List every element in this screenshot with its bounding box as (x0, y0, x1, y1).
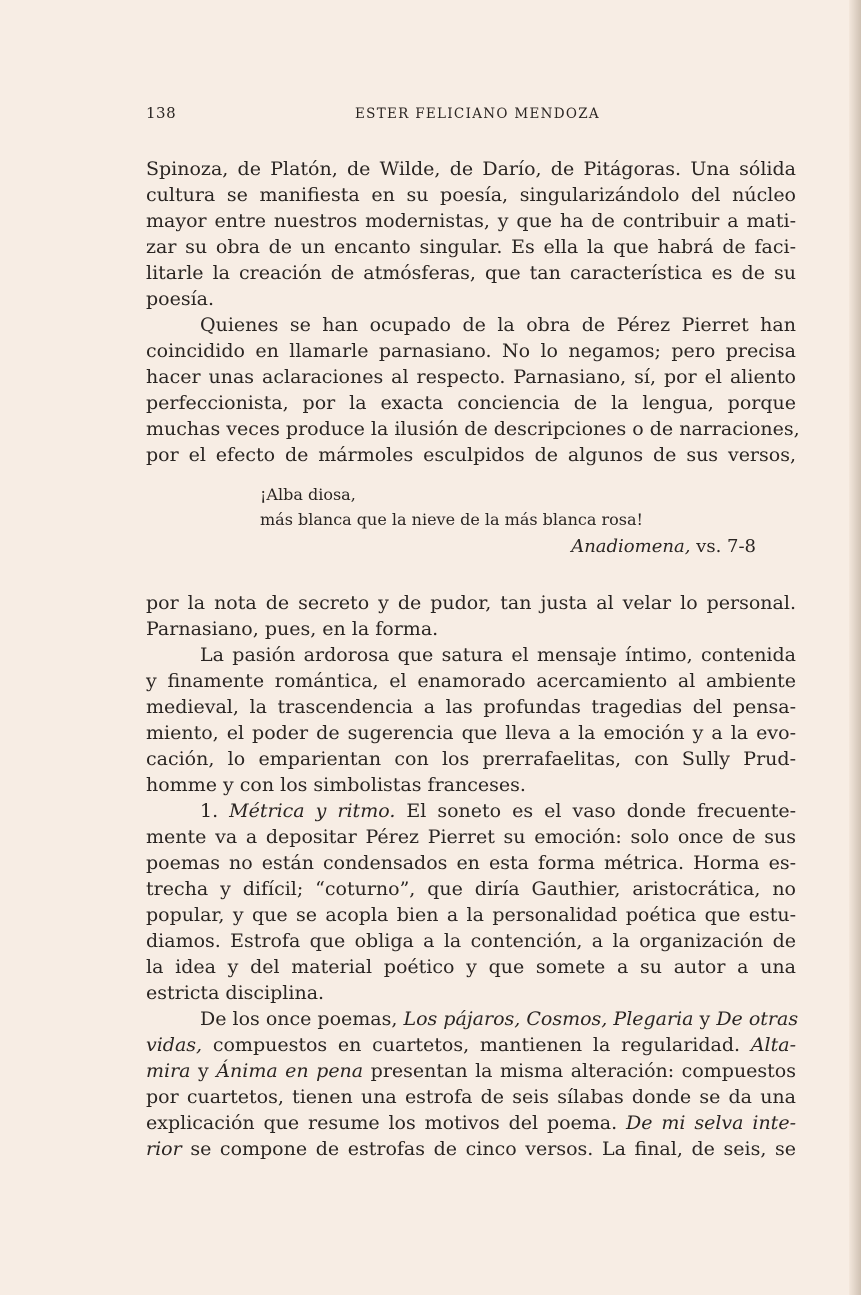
paragraph-6-line: por cuartetos, tienen una estrofa de seis sílabas donde se da una (146, 1086, 796, 1108)
citation-verses: vs. 7-8 (696, 536, 756, 557)
paragraph-1-line: poesía. (146, 288, 215, 310)
paragraph-5-line: trecha y difícil; “coturno”, que diría Gauthier, aristocrática, no (146, 878, 796, 900)
paragraph-6-text: y (198, 1060, 209, 1082)
paragraph-1-line: zar su obra de un encanto singular. Es ella la que habrá de faci- (146, 236, 796, 258)
paragraph-6-text: se compone de estrofas de cinco versos. La final, de seis, se (190, 1138, 796, 1160)
poem-title: Los pájaros, (403, 1008, 521, 1030)
verse-citation (560, 536, 756, 557)
paragraph-2-line: muchas veces produce la ilusión de descripciones o de narraciones, (146, 418, 800, 440)
poem-title: De mi selva inte- (626, 1112, 796, 1134)
poem-title: rior (146, 1138, 182, 1160)
paragraph-5-line: poemas no están condensados en esta forma métrica. Horma es- (146, 852, 796, 874)
verse-line: más blanca que la nieve de la más blanca rosa! (260, 510, 643, 529)
paragraph-4-line: homme y con los simbolistas franceses. (146, 774, 526, 796)
paragraph-1-line: mayor entre nuestros modernistas, y que ha de contribuir a mati- (146, 210, 796, 232)
paragraph-2-line: Quienes se han ocupado de la obra de Pérez Pierret han (200, 314, 796, 336)
section-heading: Métrica y ritmo. (229, 800, 396, 822)
paragraph-6-text: presentan la misma alteración: compuestos (370, 1060, 796, 1082)
paragraph-5-line: diamos. Estrofa que obliga a la contención, a la organización de (146, 930, 796, 952)
running-head: ESTER FELICIANO MENDOZA (355, 106, 600, 122)
paragraph-2-line: coincidido en llamarle parnasiano. No lo negamos; pero precisa (146, 340, 796, 362)
poem-title: mira (146, 1060, 191, 1082)
paragraph-1-line: cultura se manifiesta en su poesía, singularizándolo del núcleo (146, 184, 796, 206)
poem-title: Cosmos, (526, 1008, 608, 1030)
paragraph-5-line: popular, y que se acopla bien a la personalidad poética que estu- (146, 904, 796, 926)
paragraph-6-line (146, 1058, 796, 1084)
citation-title: Anadiomena, (571, 536, 691, 557)
section-number: 1. (200, 800, 219, 822)
paragraph-2-line: por el efecto de mármoles esculpidos de algunos de sus versos, (146, 444, 796, 466)
paragraph-4-line: miento, el poder de sugerencia que lleva a la emoción y a la evo- (146, 722, 796, 744)
paragraph-1-line: Spinoza, de Platón, de Wilde, de Darío, de Pitágoras. Una sólida (146, 158, 796, 180)
poem-title: vidas, (146, 1034, 203, 1056)
paragraph-5-text: El soneto es el vaso donde frecuente- (406, 800, 797, 822)
paragraph-5-line: estricta disciplina. (146, 982, 325, 1004)
poem-title: Plegaria (613, 1008, 694, 1030)
verse-line: ¡Alba diosa, (260, 485, 356, 504)
paragraph-6-line (146, 1032, 796, 1058)
paragraph-5-line (146, 798, 796, 824)
verse-quotation (260, 482, 760, 532)
paragraph-6-text: De los once poemas, (200, 1008, 398, 1030)
paragraph-5-line: mente va a depositar Pérez Pierret su emoción: solo once de sus (146, 826, 796, 848)
page-number: 138 (146, 104, 177, 122)
paragraph-2-line: hacer unas aclaraciones al respecto. Parnasiano, sí, por el aliento (146, 366, 796, 388)
poem-title: Ánima en pena (216, 1060, 364, 1082)
paragraph-4-line: cación, lo emparientan con los prerrafaelitas, con Sully Prud- (146, 748, 796, 770)
body-text-top (146, 156, 800, 468)
paragraph-6-line (146, 1110, 796, 1136)
paragraph-6-text: explicación que resume los motivos del poema. (146, 1112, 618, 1134)
paragraph-3-line: Parnasiano, pues, en la forma. (146, 618, 439, 640)
paragraph-4-line: La pasión ardorosa que satura el mensaje íntimo, contenida (200, 644, 796, 666)
paragraph-6-text: y (699, 1008, 711, 1030)
paragraph-1-line: litarle la creación de atmósferas, que tan característica es de su (146, 262, 796, 284)
paragraph-4-line: y finamente romántica, el enamorado acercamiento al ambiente (146, 670, 796, 692)
paragraph-5-line: la idea y del material poético y que somete a su autor a una (146, 956, 796, 978)
paragraph-2-line: perfeccionista, por la exacta conciencia de la lengua, porque (146, 392, 796, 414)
paragraph-3-line: por la nota de secreto y de pudor, tan justa al velar lo personal. (146, 592, 796, 614)
poem-title: Alta- (750, 1034, 796, 1056)
poem-title: De otras (716, 1008, 799, 1030)
page-edge-shadow (849, 0, 861, 1295)
paragraph-6-line (146, 1136, 796, 1162)
paragraph-6-text: compuestos en cuartetos, mantienen la regularidad. (212, 1034, 741, 1056)
paragraph-4-line: medieval, la trascendencia a las profundas tragedias del pensa- (146, 696, 796, 718)
body-text-bottom (146, 590, 799, 1162)
paragraph-6-line (146, 1006, 799, 1032)
